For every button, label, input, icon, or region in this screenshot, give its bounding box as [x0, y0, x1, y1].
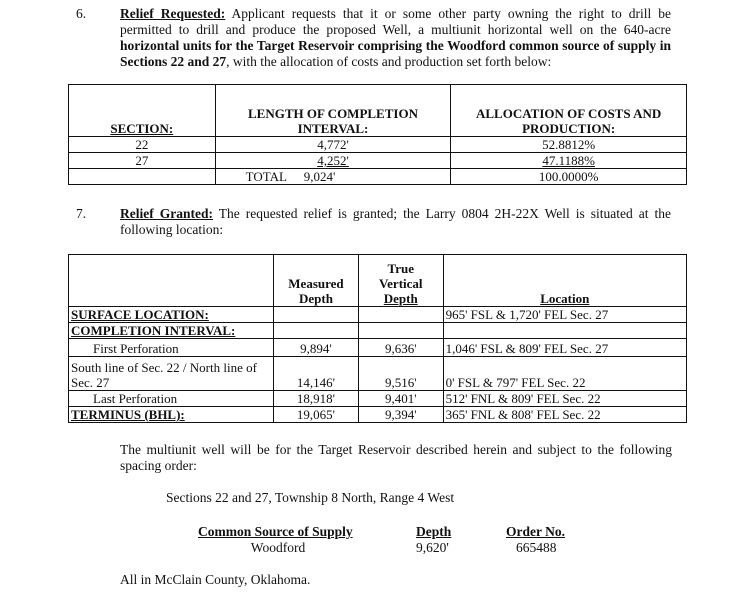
header-measured-depth: Measured Depth: [274, 255, 359, 307]
row-1-length: 4,772': [215, 137, 451, 153]
item-7-text: The requested relief is granted; the Larry 0804 2H-22X Well is situated at the following location:: [120, 206, 671, 237]
row-1-section: 22: [69, 137, 216, 153]
allocation-table: [68, 84, 687, 185]
order-no-value: 665488: [516, 540, 557, 555]
common-source-value: Woodford: [250, 540, 306, 555]
item-6-paragraph: [120, 6, 671, 70]
item-6-number: 6.: [76, 6, 87, 21]
header-allocation: ALLOCATION OF COSTS AND PRODUCTION:: [451, 85, 687, 137]
header-section: SECTION:: [69, 85, 216, 137]
south-line-label: South line of Sec. 22 / North line of Sec. 27: [69, 357, 274, 391]
depth-header: Depth: [416, 524, 452, 539]
south-line-tvd: 9,516': [358, 357, 443, 391]
header-length: LENGTH OF COMPLETION INTERVAL:: [215, 85, 451, 137]
completion-tvd-cell: [358, 323, 443, 339]
total-allocation: 100.0000%: [451, 169, 687, 185]
row-2-allocation: 47.1188%: [451, 153, 687, 169]
terminus-label: TERMINUS (BHL):: [69, 407, 274, 423]
well-location-table: [68, 254, 687, 423]
common-source-header: Common Source of Supply: [198, 524, 353, 539]
completion-loc-cell: [443, 323, 686, 339]
total-row-blank: [69, 169, 216, 185]
row-1-allocation: 52.8812%: [451, 137, 687, 153]
completion-interval-label: COMPLETION INTERVAL:: [69, 323, 274, 339]
completion-md-cell: [274, 323, 359, 339]
terminus-tvd: 9,394': [358, 407, 443, 423]
surface-tvd-cell: [358, 307, 443, 323]
south-line-location: 0' FSL & 797' FEL Sec. 22: [443, 357, 686, 391]
total-label: TOTAL: [245, 169, 287, 184]
item-7-heading: Relief Granted:: [120, 206, 213, 221]
first-perforation-label: First Perforation: [69, 339, 274, 357]
first-perforation-md: 9,894': [274, 339, 359, 357]
surface-md-cell: [274, 307, 359, 323]
header-location: Location: [443, 255, 686, 307]
header-blank: [69, 255, 274, 307]
item-6-heading: Relief Requested:: [120, 6, 226, 21]
row-2-section: 27: [69, 153, 216, 169]
item-7-number: 7.: [76, 206, 87, 221]
item-6-bold-text: horizontal units for the Target Reservoir comprising the Woodford common source of supply in Sections 22 and 27: [120, 38, 671, 69]
order-no-header: Order No.: [506, 524, 565, 539]
item-6-text-a: Applicant requests that it or some other party owning the right to drill be permitted to drill and produce the proposed Well, a multiunit horizontal well on the 640-acre: [120, 6, 671, 37]
terminus-location: 365' FNL & 808' FEL Sec. 22: [443, 407, 686, 423]
first-perforation-location: 1,046' FSL & 809' FEL Sec. 27: [443, 339, 686, 357]
terminus-md: 19,065': [274, 407, 359, 423]
surface-location-label: SURFACE LOCATION:: [69, 307, 274, 323]
first-perforation-tvd: 9,636': [358, 339, 443, 357]
item-6-text-b: , with the allocation of costs and production set forth below:: [226, 54, 552, 69]
last-perforation-tvd: 9,401': [358, 391, 443, 407]
last-perforation-location: 512' FNL & 809' FEL Sec. 22: [443, 391, 686, 407]
county-statement: All in McClain County, Oklahoma.: [120, 572, 311, 587]
last-perforation-md: 18,918': [274, 391, 359, 407]
surface-location-value: 965' FSL & 1,720' FEL Sec. 27: [443, 307, 686, 323]
south-line-md: 14,146': [274, 357, 359, 391]
total-length: 9,024': [303, 169, 336, 184]
row-2-length: 4,252': [215, 153, 451, 169]
spacing-intro: The multiunit well will be for the Target Reservoir described herein and subject to the following spacing order:: [120, 442, 672, 473]
last-perforation-label: Last Perforation: [69, 391, 274, 407]
total-row-length-cell: [215, 169, 451, 185]
item-7-paragraph: [120, 206, 671, 238]
header-true-vertical-depth: True Vertical Depth: [358, 255, 443, 307]
spacing-sections: Sections 22 and 27, Township 8 North, Range 4 West: [166, 490, 455, 505]
depth-value: 9,620': [416, 540, 449, 555]
